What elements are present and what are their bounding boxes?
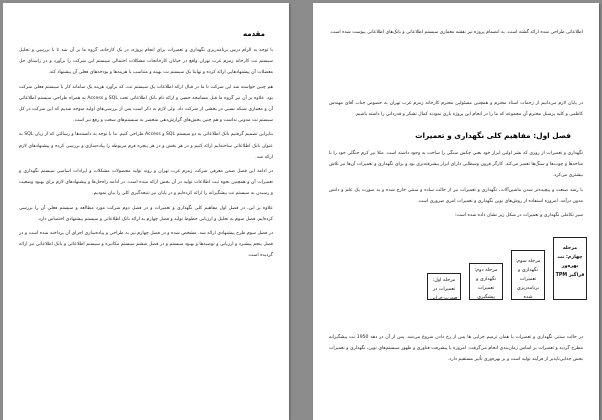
paragraph: در پایان لازم می‌دانیم از زحمات استاد محترم و همچنین مسئولین محترم کارخانه زمزم غرب تهران به خصوص جناب آقای مهندس کاظمی و کلیه پرسنل محترم آن مجموعه که ما را در انجام این پروژه یاری نمودند کمال تشکر و قدردانی را داشته باشیم. (329, 101, 583, 118)
stage-one-box: مرحله اول: تعمیرات در صورت خرابی (427, 273, 461, 300)
chapter-one-continuation (329, 332, 583, 369)
document-page-left (3, 3, 289, 420)
stage-two-box: مرحله دوم: نگهداری و تعمیرات پیشگیری (469, 263, 503, 300)
introduction-heading: مقدمه (243, 30, 265, 38)
paragraph: بنابراین تصمیم گرفتیم بانک اطلاعاتی به دو سیستم SQL و Access طراحی کنیم. ما با توجه به دانسته‌ها و رسالتی که از زبان SQL به عنوان بانک اطلاعاتی ساخته‌ایم ارائه کنیم و در هر بخش و در هر پنجره فرم مربوطه را پیاده‌سازی و بررسی کرده و پیشنهادهای لازم ارائه شد. (19, 132, 273, 160)
chapter-one-heading: فصل اول: مفاهیم کلی نگهداری و تعمیرات (415, 131, 571, 140)
paragraph: اطلاعاتی طراحی شده ارائه گشته است. به انضمام پروژه نیز نقشه معماری سیستم اطلاعاتی و بانک‌های اطلاعاتی پیوست شده است. (329, 30, 583, 35)
stage-four-tpm-box: مرحله چهارم: نت بهره‌ور فراگیر TPM (553, 237, 587, 300)
intro-continuation (329, 27, 583, 41)
paragraph: در فصل سوم طرح پیشنهادی ارائه شد. مشخص شده و در فصل چهارم نیز به طراحی و پیاده‌سازی اجزای آن پرداخته شده است و در فصل پنجم پیشبرد و ارزیابی و توصیه‌ها و بهبود سیستم و در فصل ششم سیستم مکانیزه و سیستم اطلاعاتی و بانک اطلاعاتی نیز ارائه گردیده است. (19, 231, 273, 259)
acknowledgement (329, 98, 583, 123)
paragraph: علاوه بر این، در فصل اول مفاهیم کلی نگهداری و تعمیرات و در فصل دوم شرکت مورد مطالعه و سیستم فعلی آن را بررسی کرده‌ایم. فصل سوم به تحلیل و ارزیابی خطوط تولید و فصل چهارم به ارائه بانک اطلاعاتی و سیستم پیشنهادی اختصاص دارد. (19, 205, 273, 222)
introduction-body (19, 45, 273, 265)
stage-three-box: مرحله سوم: نگهداری و تعمیرات برنامه‌ریزی شده (511, 250, 545, 300)
paragraph: در حالت سنتی نگهداری و تعمیرات یا همان ترمیم خرابی ها پس از رخ دادن شروع می‌شد. پس از آن در دهه 1950 نت پیشگیرانه مطرح گردید و تعمیرات بر اساس زمان‌بندی انجام می‌گرفت. امروزه با پیشرفت فناوری و ظهور سیستم‌های نوین، نگهداری و تعمیرات بخش جدایی‌ناپذیر از فرآیند تولید است و بر بهره‌وری تأثیر مستقیم دارد. (329, 335, 584, 363)
paragraph: در ادامه این فصل ضمن معرفی شرکت زمزم غرب تهران و روند تولید محصولات مشکلات و ایرادات اساسی سیستم نگهداری و تعمیرات آن و همچنین نحوه ثبت اطلاعات تولید در آن بخش ارائه شده است. در ادامه راه‌حل‌ها و پیشنهادهای لازم برای بهبود وضعیت و رسیدن به سیستم نت پیشگیرانه را ارائه کرده‌ایم و در پایان نیز نتیجه‌گیری کلی را بیان نمودیم. (19, 169, 273, 197)
paragraph: با رشد صنعت و پیچیده‌تر شدن ماشین‌آلات، نگهداری و تعمیرات نیز از حالت ساده و سنتی خارج شده و به صورت یک علم و دانش مدون درآمد. امروزه استفاده از روش‌های نوین نگهداری و تعمیرات امری ضروری است. (329, 187, 583, 204)
paragraph: هم چنین خواسته شد این شرکت تا ما در قبال ارائه اطلاعات یک سیستم نت، که برآورد هزینه یک سامانه کار با سیستم فعلی شرکت بود. علاوه بر آن نیز گروه ما قبل مسامحه حسی و ارائه نام بانک اطلاعاتی تحت SQL و Access به همراه طراحی سیستم اطلاعاتی آن و معماری شبکه نسبی در بخشی از شرکت داد. ولی لازم به ذکر است پس از بررسی‌های اولیه متوجه شدیم که این شرکت در کل سیستم نت مدونی نداشت و هم چنین بخش‌های گزارش‌دهی منحصر به سیستم‌های سخت و رفع نیز است. (19, 84, 273, 124)
document-page-right (313, 3, 599, 420)
paragraph: نگهداری و تعمیرات از روزی که بشر اولین ابزار خود یعنی چکش سنگی را ساخت به وجود داشته است. مثلا نیز کرم جنگلی خود را با شاخه‌ها و چوب‌ها و سنگ‌ها تعمیر می‌کند. کارگر قرون وسطایی دارای ابزار پیشرفته‌تری بود و برای نگهداری و تعمیرات آن‌ها نیز تلاش بیشتری می‌کرد. (329, 151, 583, 179)
paragraph: سیر تکاملی نگهداری و تعمیرات در شکل زیر نشان داده شده است: (454, 213, 583, 219)
chapter-one-body (329, 148, 583, 224)
paragraph: با توجه به الزام درس برنامه‌ریزی نگهداری و تعمیرات برای انجام پروژه، در یک کارخانه، گروه ما بر آن شد تا با بررسی و تحلیل سیستم نت کارخانه زمزم غرب تهران واقع در خیابان کارخانجات مشکلات احتمالی سیستم این شرکت را برآورد و در راستای حل معضلات آن پیشنهادهایی ارائه کرده و نهایتا یک سیستم نت بهینه و متناسب با هزینه‌ها و بودجه‌های فعلی آن پیشنهاد کند. (19, 48, 273, 76)
